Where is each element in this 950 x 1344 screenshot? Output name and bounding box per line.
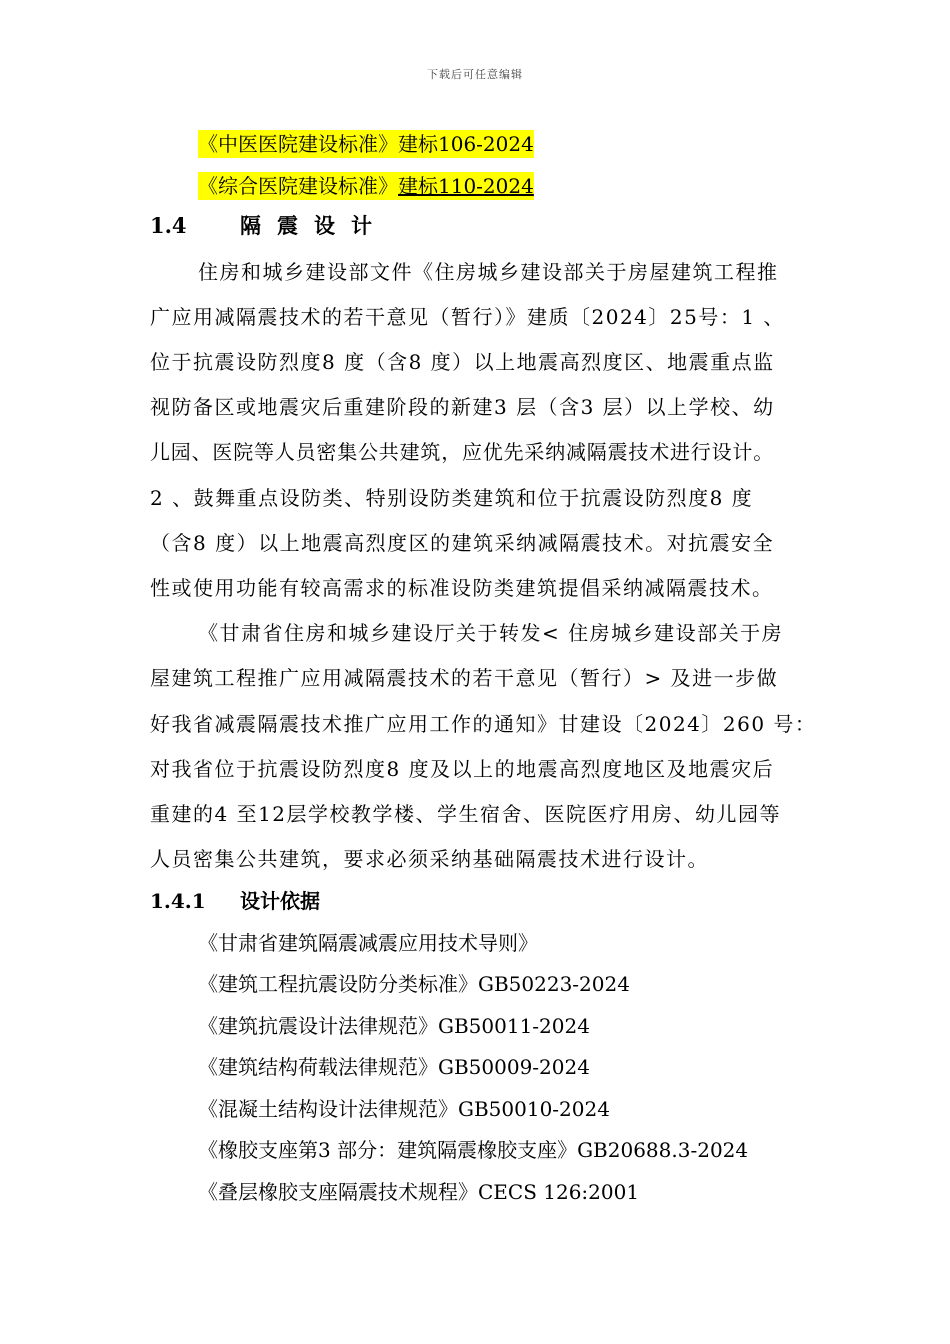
paragraph-line: 好我省减震隔震技术推广应用工作的通知》甘建设〔2024〕260 号： [150,712,817,736]
highlighted-text: 《中医医院建设标准》建标106-2024 [198,132,534,156]
section-heading [150,210,388,240]
highlighted-text: 《综合医院建设标准》 [198,174,398,198]
paragraph-line: （含8 度）以上地震高烈度区的建筑采纳减隔震技术。对抗震安全 [150,531,775,555]
paragraph-line: 视防备区或地震灾后重建阶段的新建3 层（含3 层）以上学校、幼 [150,395,775,419]
basis-item: 《建筑结构荷载法律规范》GB50009-2024 [198,1055,590,1079]
paragraph-line: 住房和城乡建设部文件《住房城乡建设部关于房屋建筑工程推 [198,260,779,284]
paragraph-line: 人员密集公共建筑，要求必须采纳基础隔震技术进行设计。 [150,847,709,871]
paragraph-line: 重建的4 至12层学校教学楼、学生宿舍、医院医疗用房、幼儿园等 [150,802,782,826]
subsection-title: 设计依据 [240,889,320,913]
paragraph-line: 儿园、医院等人员密集公共建筑，应优先采纳减隔震技术进行设计。 [150,440,774,464]
highlighted-underlined-text: 建标110-2024 [398,174,534,198]
paragraph-line: 屋建筑工程推广应用减隔震技术的若干意见（暂行）> 及进一步做 [150,666,779,690]
basis-item: 《叠层橡胶支座隔震技术规程》CECS 126:2001 [198,1180,640,1204]
paragraph-line: 广应用减隔震技术的若干意见（暂行）》建质〔2024〕25号：1 、 [150,305,785,329]
basis-item: 《橡胶支座第3 部分：建筑隔震橡胶支座》GB20688.3-2024 [198,1138,749,1162]
paragraph-line: 2 、鼓舞重点设防类、特别设防类建筑和位于抗震设防烈度8 度 [150,486,754,510]
page-header: 下载后可任意编辑 [427,68,523,81]
basis-item: 《建筑抗震设计法律规范》GB50011-2024 [198,1014,590,1038]
reference-line [198,128,534,157]
subsection-heading [150,885,320,914]
section-number: 1.4 [150,213,187,238]
section-title: 隔震设计 [240,213,388,238]
paragraph-line: 《甘肃省住房和城乡建设厅关于转发< 住房城乡建设部关于房 [198,621,784,645]
paragraph-line: 性或使用功能有较高需求的标准设防类建筑提倡采纳减隔震技术。 [150,576,774,600]
subsection-number: 1.4.1 [150,889,206,913]
reference-line [198,170,534,199]
paragraph-line: 对我省位于抗震设防烈度8 度及以上的地震高烈度地区及地震灾后 [150,757,775,781]
paragraph-line: 位于抗震设防烈度8 度（含8 度）以上地震高烈度区、地震重点监 [150,350,775,374]
basis-item: 《建筑工程抗震设防分类标准》GB50223-2024 [198,972,630,996]
basis-item: 《混凝土结构设计法律规范》GB50010-2024 [198,1097,610,1121]
basis-item: 《甘肃省建筑隔震减震应用技术导则》 [198,931,538,955]
